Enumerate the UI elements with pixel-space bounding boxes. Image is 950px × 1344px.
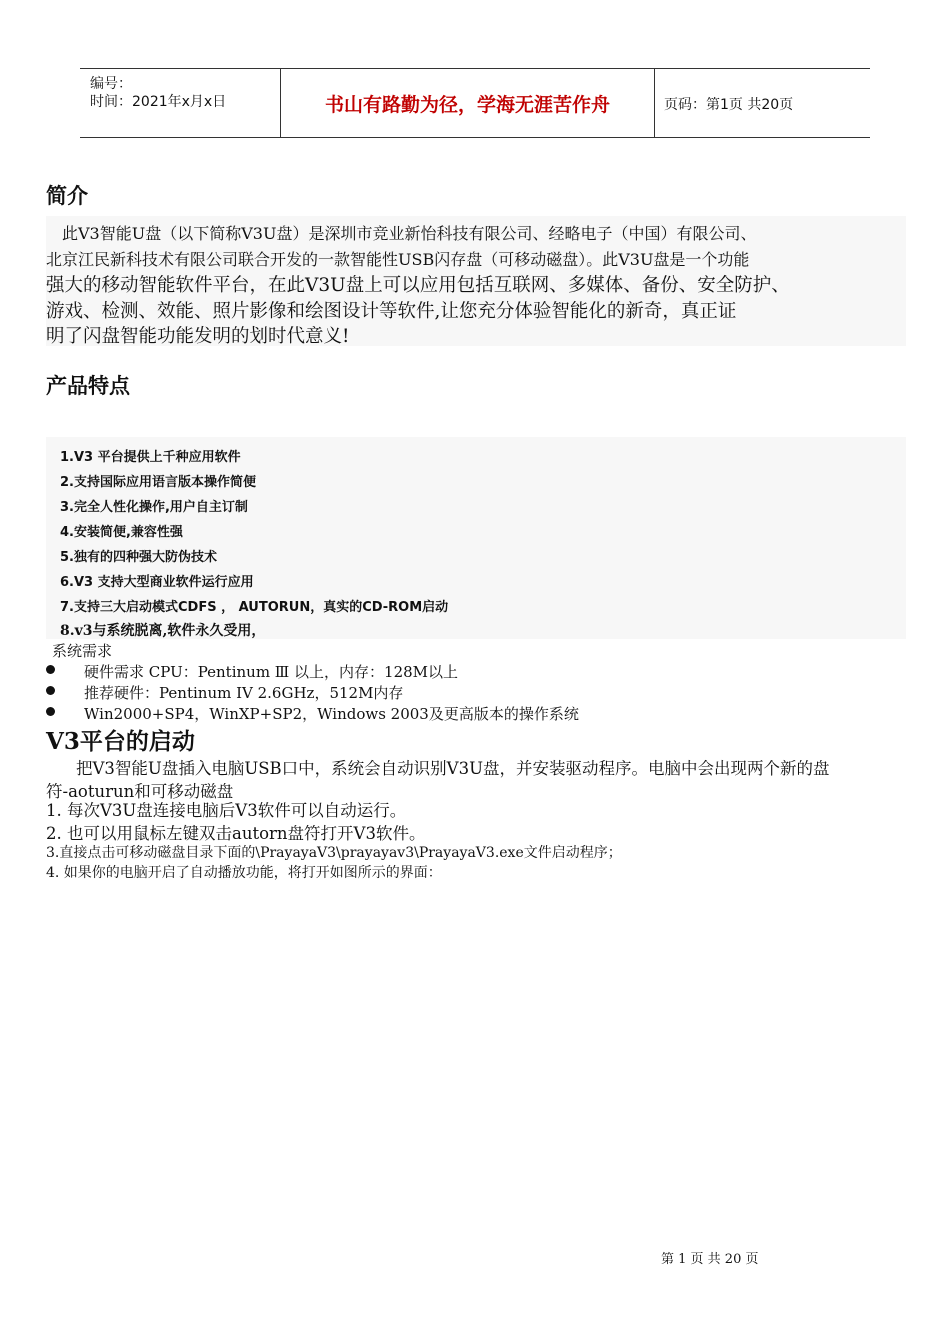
page-footer: 第 1 页 共 20 页 [661, 1252, 759, 1267]
startup-paragraph-line: 把V3智能U盘插入电脑USB口中，系统会自动识别V3U盘，并安装驱动程序。电脑中会出现两个新的盘 [76, 759, 830, 778]
intro-line: 北京江民新科技术有限公司联合开发的一款智能性USB闪存盘（可移动磁盘）。此V3U盘是一个功能 [46, 250, 750, 269]
header-motto: 书山有路勤为径，学海无涯苦作舟 [281, 69, 655, 137]
requirement-item: Win2000+SP4，WinXP+SP2，Windows 2003及更高版本的操作系统 [84, 705, 579, 723]
startup-step: 2. 也可以用鼠标左键双击autorn盘符打开V3软件。 [46, 824, 426, 843]
header-table [80, 68, 870, 138]
features-block [46, 437, 906, 639]
bullet-icon [46, 665, 55, 674]
number-label: 编号： [90, 76, 132, 92]
requirement-item: 推荐硬件：Pentinum IV 2.6GHz，512M内存 [84, 684, 404, 702]
requirement-item: 硬件需求 CPU：Pentinum Ⅲ 以上，内存：128M以上 [84, 663, 459, 681]
header-page-label: 页码：第1页 共20页 [664, 97, 794, 113]
feature-item: 1.V3 平台提供上千种应用软件 [60, 450, 241, 465]
requirements-label: 系统需求 [52, 642, 113, 660]
feature-item: 7.支持三大启动模式CDFS ， AUTORUN，真实的CD-ROM启动 [60, 600, 449, 615]
header-info-cell [80, 69, 281, 137]
feature-item: 8.v3与系统脱离,软件永久受用， [60, 623, 266, 639]
startup-heading: V3平台的启动 [46, 728, 195, 755]
feature-item: 3.完全人性化操作,用户自主订制 [60, 500, 248, 515]
intro-block [46, 216, 906, 346]
bullet-icon [46, 686, 55, 695]
startup-step: 4. 如果你的电脑开启了自动播放功能，将打开如图所示的界面： [46, 865, 442, 881]
startup-step: 1. 每次V3U盘连接电脑后V3软件可以自动运行。 [46, 801, 407, 820]
intro-line: 此V3智能U盘（以下简称V3U盘）是深圳市竞业新怡科技有限公司、经略电子（中国）有限公司、 [62, 224, 757, 243]
feature-item: 2.支持国际应用语言版本操作简便 [60, 475, 256, 490]
intro-heading: 简介 [46, 184, 88, 208]
feature-item: 6.V3 支持大型商业软件运行应用 [60, 575, 254, 590]
startup-step: 3.直接点击可移动磁盘目录下面的\PrayayaV3\prayayav3\PrayayaV3.exe文件启动程序； [46, 845, 622, 861]
feature-item: 5.独有的四种强大防伪技术 [60, 550, 217, 565]
startup-paragraph-line: 符-aoturun和可移动磁盘 [46, 782, 234, 801]
intro-line: 明了闪盘智能功能发明的划时代意义! [46, 326, 350, 347]
feature-item: 4.安装简便,兼容性强 [60, 525, 183, 540]
intro-line: 强大的移动智能软件平台，在此V3U盘上可以应用包括互联网、多媒体、备份、安全防护、 [46, 275, 790, 296]
features-heading: 产品特点 [46, 374, 130, 398]
bullet-icon [46, 707, 55, 716]
intro-line: 游戏、检测、效能、照片影像和绘图设计等软件,让您充分体验智能化的新奇，真正证 [46, 301, 737, 322]
time-label: 时间：2021年x月x日 [90, 94, 227, 110]
